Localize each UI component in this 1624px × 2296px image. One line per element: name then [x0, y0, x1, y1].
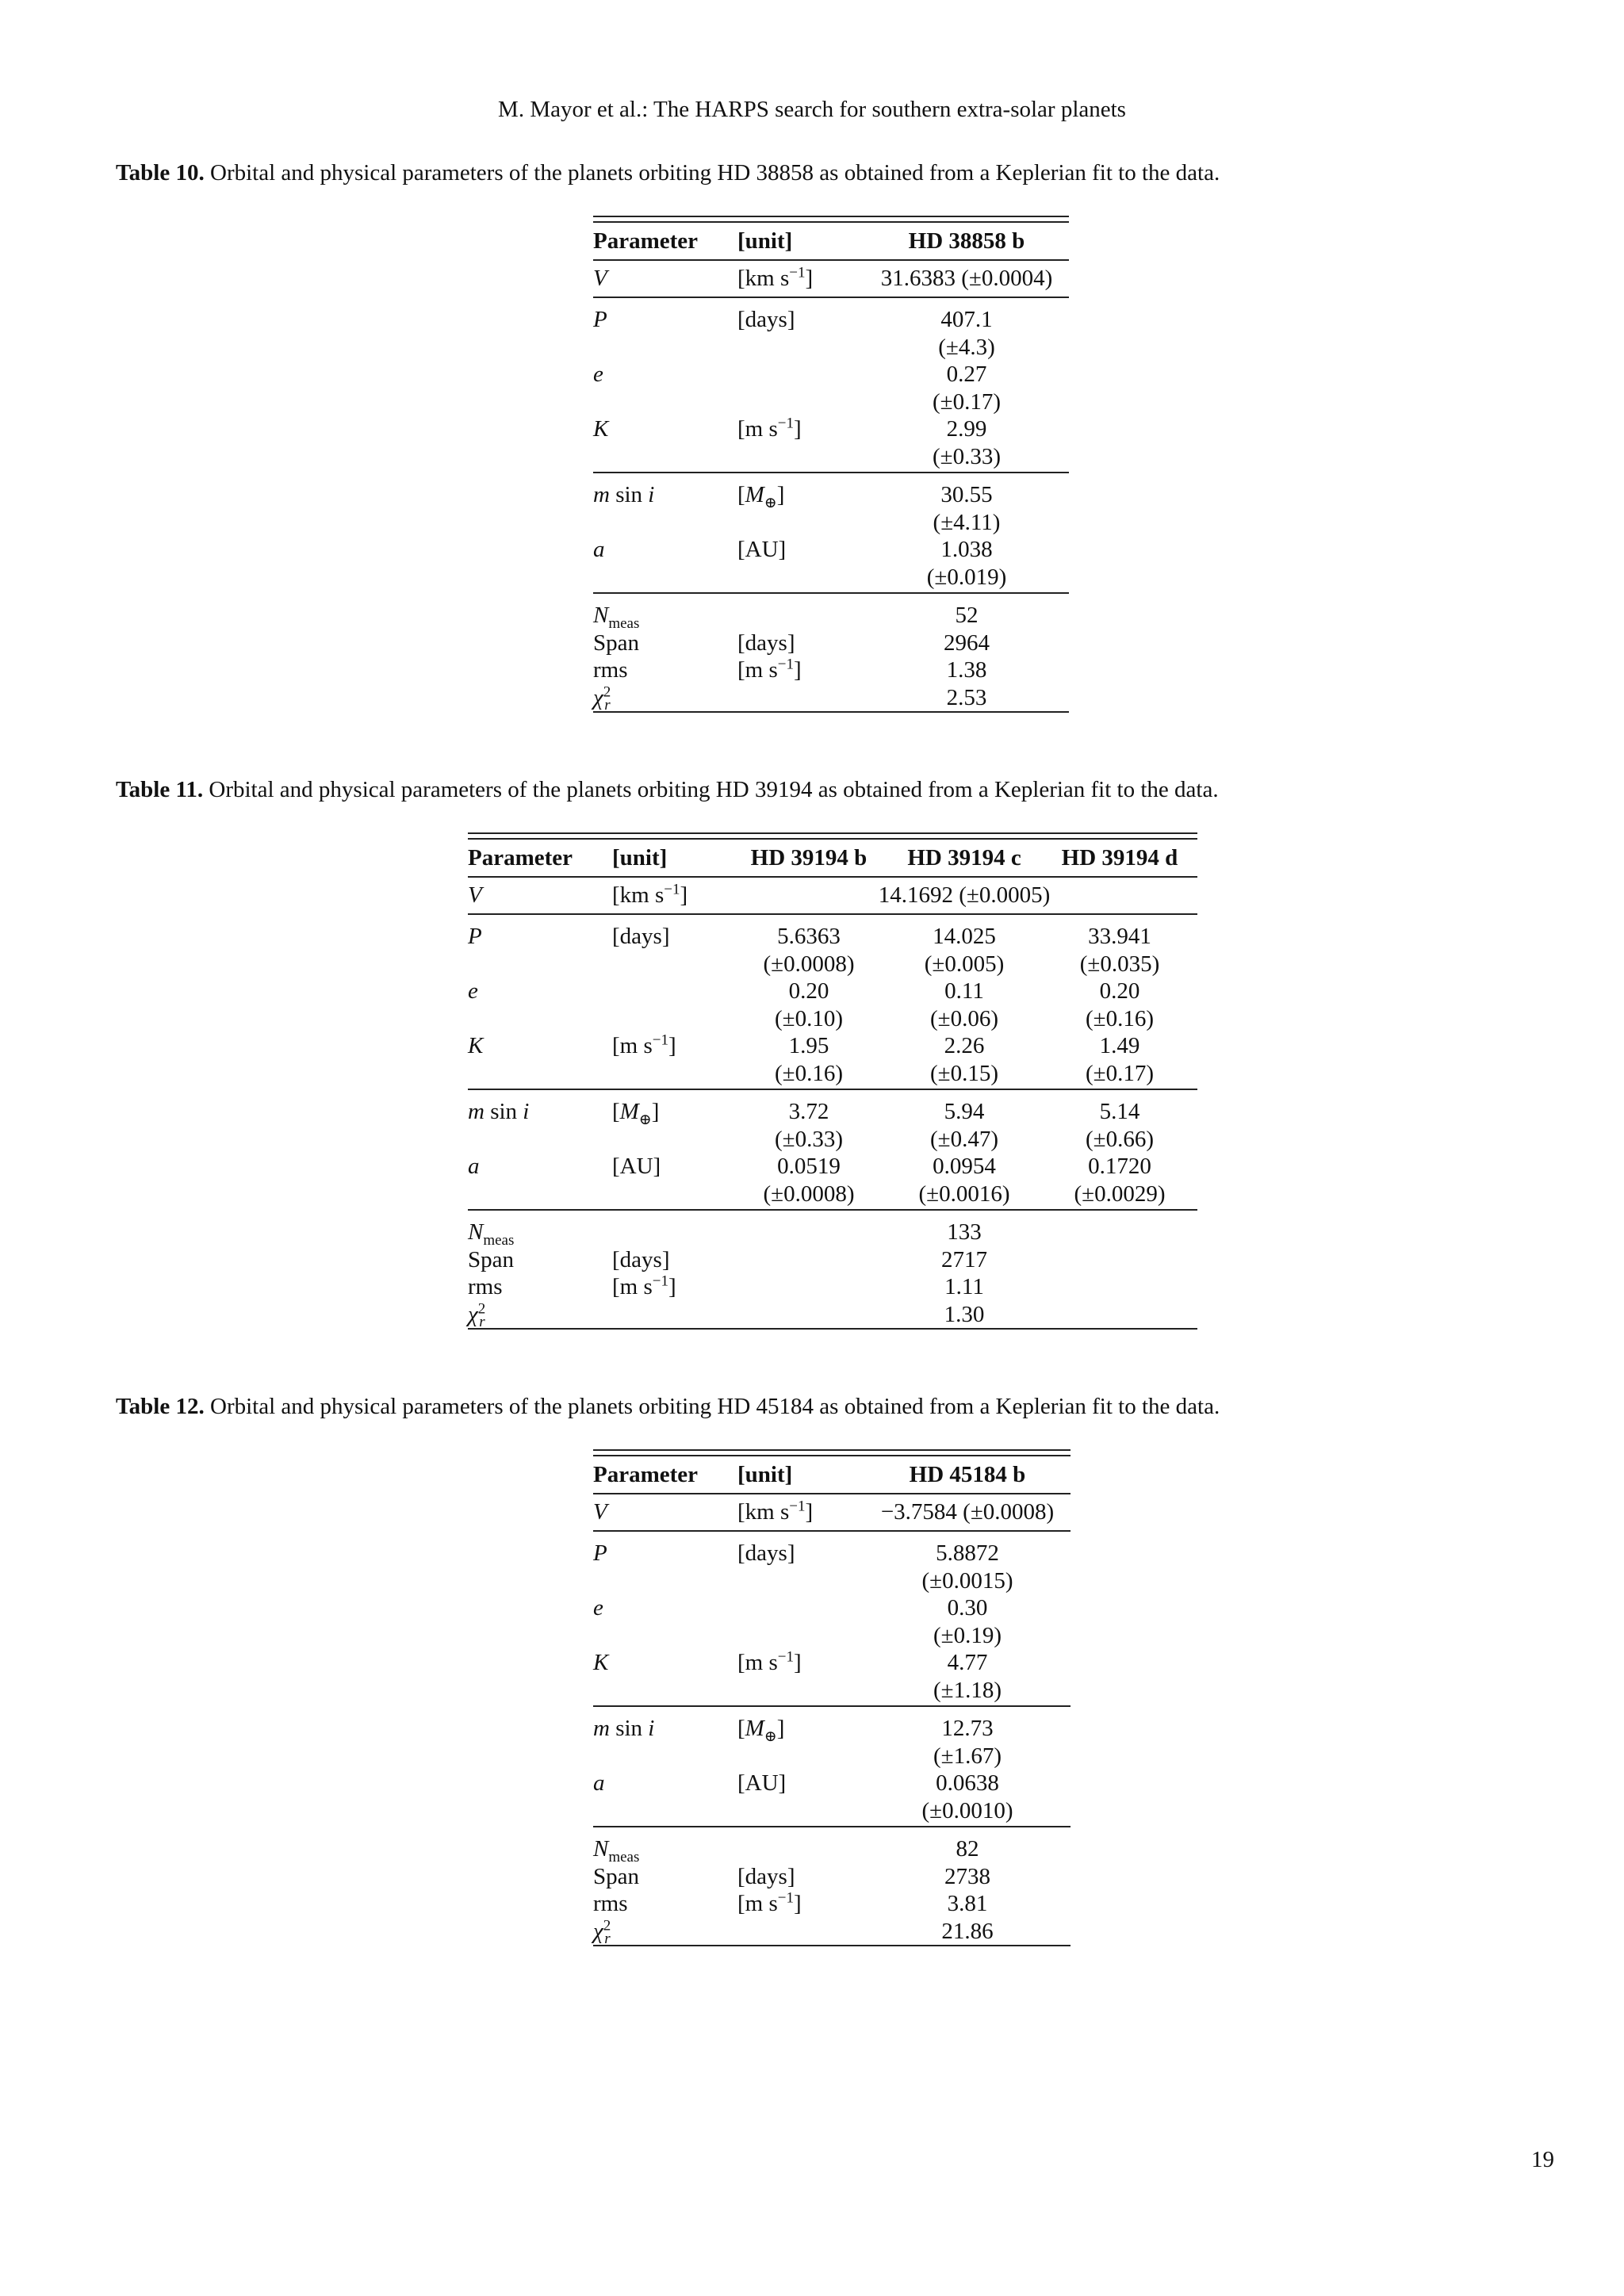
stat-label: $N_{meas}$: [593, 603, 640, 632]
param-unit: [km $s^{-1}$]: [737, 260, 864, 298]
stat-label: $\chi^2_r$: [593, 684, 737, 713]
row-msini-err: [593, 1743, 1071, 1770]
stat-label: Span: [593, 629, 639, 656]
param-error: (±0.17): [933, 388, 1001, 415]
stat-unit: [737, 684, 864, 713]
row-rms: [468, 1273, 1197, 1301]
row-P: [593, 297, 1069, 334]
row-K-err: [468, 1060, 1197, 1090]
row-a: [593, 536, 1069, 564]
row-msini-err: [593, 509, 1069, 537]
param-error: (±0.17): [1042, 1060, 1197, 1090]
param-value: 3.72: [788, 1099, 829, 1124]
row-Nmeas: [593, 1827, 1071, 1863]
param-value: 1.038: [940, 537, 993, 562]
param-unit: [km $s^{-1}$]: [612, 877, 731, 915]
systemic-velocity: −3.7584 (±0.0008): [864, 1494, 1071, 1532]
stat-value: 3.81: [947, 1891, 988, 1916]
row-msini-err: [468, 1126, 1197, 1154]
param-value: 407.1: [940, 307, 993, 332]
param-value: 5.8872: [936, 1540, 999, 1566]
param-label: e: [593, 362, 603, 387]
stat-value: 1.30: [731, 1301, 1197, 1330]
row-Nmeas: [593, 593, 1069, 629]
row-chi2: [468, 1301, 1197, 1330]
row-V: [468, 877, 1197, 915]
param-label: P: [468, 924, 482, 949]
param-error: (±4.11): [933, 509, 1001, 535]
row-e-err: [593, 388, 1069, 416]
param-value: 0.27: [946, 362, 987, 387]
row-e: [468, 978, 1197, 1005]
param-label: m sin i: [593, 1716, 655, 1741]
row-K: [593, 1649, 1071, 1677]
param-error: (±0.005): [924, 951, 1005, 977]
stat-unit: [days]: [612, 1246, 670, 1272]
row-a-err: [593, 564, 1069, 594]
param-error: (±1.18): [864, 1677, 1071, 1707]
param-error: (±1.67): [933, 1743, 1002, 1769]
param-unit: [m $s^{-1}$]: [737, 415, 802, 442]
param-unit: [m $s^{-1}$]: [612, 1031, 676, 1058]
param-label: a: [468, 1154, 480, 1179]
row-K-err: [593, 1677, 1071, 1707]
row-K-err: [593, 443, 1069, 473]
stat-label: $N_{meas}$: [593, 1836, 640, 1866]
stat-value: 1.11: [944, 1274, 984, 1299]
stat-unit: [737, 1918, 864, 1946]
param-unit: [days]: [737, 1540, 795, 1566]
row-Nmeas: [468, 1210, 1197, 1246]
param-error: (±0.10): [775, 1005, 843, 1031]
param-label: a: [593, 1770, 605, 1796]
param-value: 0.0954: [933, 1154, 996, 1179]
param-value: 0.1720: [1088, 1154, 1151, 1179]
stat-label: Span: [468, 1246, 514, 1272]
stat-label: rms: [468, 1274, 503, 1299]
param-error: (±0.019): [864, 564, 1069, 594]
systemic-velocity: 14.1692 (±0.0005): [731, 877, 1197, 915]
param-error: (±0.0008): [731, 1181, 887, 1211]
param-error: (±0.16): [731, 1060, 887, 1090]
param-error: (±4.3): [938, 334, 995, 360]
row-a: [468, 1153, 1197, 1181]
param-label: m sin i: [593, 482, 655, 507]
row-msini: [593, 473, 1069, 509]
row-e: [593, 1594, 1071, 1622]
row-K: [593, 415, 1069, 443]
stat-unit: [m $s^{-1}$]: [737, 1889, 802, 1916]
param-label: e: [468, 978, 478, 1004]
header-parameter: Parameter: [593, 222, 737, 260]
param-value: 2.99: [946, 416, 987, 442]
header-unit: [unit]: [737, 222, 864, 260]
header-planet: HD 39194 d: [1042, 839, 1197, 877]
systemic-velocity: 31.6383 (±0.0004): [864, 260, 1069, 298]
param-value: 12.73: [941, 1716, 994, 1741]
table-10-caption: [116, 159, 1511, 187]
param-value: 0.0519: [777, 1154, 841, 1179]
row-e-err: [593, 1622, 1071, 1650]
caption-text: Orbital and physical parameters of the planets orbiting HD 38858 as obtained from a Keplerian fit to the data.: [210, 160, 1220, 186]
row-Span: [593, 1863, 1071, 1891]
stat-value: 1.38: [946, 657, 987, 683]
param-unit: $[M_\oplus]$: [737, 482, 785, 511]
param-label: K: [593, 1650, 609, 1675]
param-value: 30.55: [940, 482, 993, 507]
param-value: 2.26: [944, 1033, 985, 1058]
caption-text: Orbital and physical parameters of the planets orbiting HD 39194 as obtained from a Keplerian fit to the data.: [209, 777, 1219, 802]
caption-text: Orbital and physical parameters of the planets orbiting HD 45184 as obtained from a Keplerian fit to the data.: [210, 1394, 1220, 1419]
row-a-err: [468, 1181, 1197, 1211]
page-number: 19: [1531, 2147, 1554, 2172]
param-unit: [AU]: [612, 1154, 661, 1179]
param-label: V: [593, 260, 737, 298]
table-label: Table 12.: [116, 1394, 205, 1419]
param-unit: [612, 978, 731, 1005]
param-error: (±0.33): [864, 443, 1069, 473]
stat-label: rms: [593, 1891, 628, 1916]
param-label: a: [593, 537, 605, 562]
row-rms: [593, 1890, 1071, 1918]
stat-value: 82: [956, 1836, 979, 1862]
param-unit: [days]: [737, 307, 795, 332]
row-rms: [593, 656, 1069, 684]
stat-value: 2.53: [864, 684, 1069, 713]
table-12-caption: [116, 1392, 1511, 1421]
param-label: e: [593, 1595, 603, 1621]
stat-value: 2738: [944, 1863, 990, 1889]
row-K: [468, 1032, 1197, 1060]
stat-label: rms: [593, 657, 628, 683]
stat-label: $\chi^2_r$: [468, 1301, 612, 1330]
row-chi2: [593, 1918, 1071, 1946]
header-parameter: Parameter: [468, 839, 612, 877]
param-value: 0.30: [947, 1595, 988, 1621]
row-P-err: [593, 334, 1069, 362]
table-10: [593, 216, 1069, 713]
param-value: 33.941: [1088, 924, 1151, 949]
param-unit: [737, 361, 864, 388]
param-unit: $[M_\oplus]$: [737, 1716, 785, 1745]
param-unit: [AU]: [737, 537, 787, 562]
param-error: (±0.0016): [887, 1181, 1042, 1211]
row-Span: [468, 1246, 1197, 1274]
param-error: (±0.15): [887, 1060, 1042, 1090]
param-error: (±0.66): [1086, 1126, 1154, 1152]
param-value: 5.94: [944, 1099, 985, 1124]
param-unit: [m $s^{-1}$]: [737, 1648, 802, 1675]
param-value: 0.20: [788, 978, 829, 1004]
table-label: Table 10.: [116, 160, 205, 186]
row-a: [593, 1770, 1071, 1797]
param-error: (±0.06): [930, 1005, 998, 1031]
param-value: 4.77: [947, 1650, 988, 1675]
header-unit: [unit]: [737, 1456, 864, 1494]
param-unit: [km $s^{-1}$]: [737, 1494, 864, 1532]
stat-unit: [m $s^{-1}$]: [612, 1272, 676, 1299]
running-head: M. Mayor et al.: The HARPS search for southern extra-solar planets: [498, 97, 1126, 122]
param-error: (±0.16): [1086, 1005, 1154, 1031]
stat-value: 52: [955, 603, 979, 628]
row-Span: [593, 629, 1069, 657]
param-label: m sin i: [468, 1099, 530, 1124]
row-P: [468, 914, 1197, 951]
table-12: [593, 1449, 1071, 1946]
stat-label: Span: [593, 1863, 639, 1889]
stat-value: 21.86: [864, 1918, 1071, 1946]
stat-unit: [days]: [737, 629, 795, 656]
param-unit: $[M_\oplus]$: [612, 1099, 660, 1128]
stat-unit: [737, 593, 864, 629]
header-planet: HD 45184 b: [864, 1456, 1071, 1494]
header-planet: HD 38858 b: [864, 222, 1069, 260]
param-value: 0.0638: [936, 1770, 999, 1796]
param-label: P: [593, 1540, 607, 1566]
param-value: 1.49: [1099, 1033, 1140, 1058]
row-V: [593, 1494, 1071, 1532]
table-11-caption: [116, 775, 1511, 804]
param-value: 5.14: [1099, 1099, 1140, 1124]
param-label: K: [468, 1033, 484, 1058]
row-P: [593, 1531, 1071, 1567]
header-parameter: Parameter: [593, 1456, 737, 1494]
param-value: 0.11: [944, 978, 984, 1004]
param-error: (±0.0015): [921, 1567, 1013, 1594]
param-label: V: [593, 1494, 737, 1532]
param-error: (±0.0029): [1042, 1181, 1197, 1211]
stat-unit: [days]: [737, 1863, 795, 1889]
header-unit: [unit]: [612, 839, 731, 877]
param-unit: [days]: [612, 924, 670, 949]
param-error: (±0.035): [1079, 951, 1160, 977]
table-label: Table 11.: [116, 777, 204, 802]
table-11: [468, 832, 1197, 1330]
row-P-err: [593, 1567, 1071, 1595]
param-label: P: [593, 307, 607, 332]
row-chi2: [593, 684, 1069, 713]
stat-label: $\chi^2_r$: [593, 1918, 737, 1946]
param-label: K: [593, 416, 609, 442]
row-e-err: [468, 1005, 1197, 1033]
stat-unit: [m $s^{-1}$]: [737, 656, 802, 683]
row-e: [593, 361, 1069, 388]
param-error: (±0.0010): [864, 1797, 1071, 1827]
row-V: [593, 260, 1069, 298]
row-msini: [468, 1089, 1197, 1126]
param-value: 14.025: [933, 924, 996, 949]
stat-value: 2717: [941, 1246, 987, 1272]
stat-label: $N_{meas}$: [468, 1219, 515, 1249]
param-error: (±0.19): [933, 1622, 1002, 1648]
param-value: 0.20: [1099, 978, 1140, 1004]
stat-unit: [612, 1210, 731, 1246]
param-error: (±0.33): [775, 1126, 843, 1152]
param-error: (±0.0008): [763, 951, 855, 977]
stat-value: 133: [947, 1219, 982, 1245]
param-unit: [AU]: [737, 1770, 787, 1796]
header-planet: HD 39194 b: [731, 839, 887, 877]
param-value: 5.6363: [777, 924, 841, 949]
stat-value: 2964: [944, 629, 990, 656]
param-value: 1.95: [788, 1033, 829, 1058]
stat-unit: [612, 1301, 731, 1330]
row-msini: [593, 1706, 1071, 1743]
header-planet: HD 39194 c: [887, 839, 1042, 877]
param-label: V: [468, 877, 612, 915]
stat-unit: [737, 1827, 864, 1863]
param-error: (±0.47): [930, 1126, 998, 1152]
param-unit: [737, 1594, 864, 1622]
row-P-err: [468, 951, 1197, 978]
row-a-err: [593, 1797, 1071, 1827]
